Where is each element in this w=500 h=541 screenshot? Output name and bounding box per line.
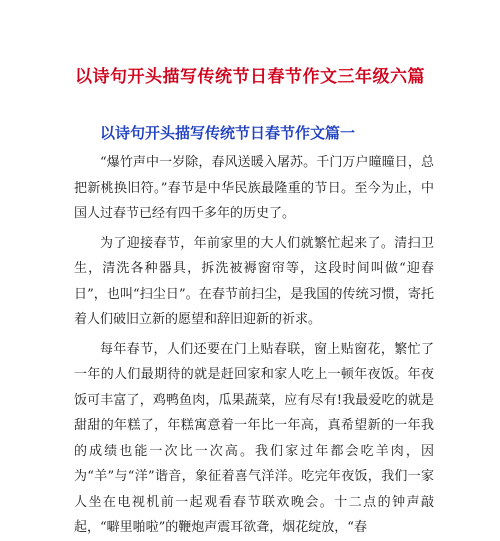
section-title: 以诗句开头描写传统节日春节作文篇一 [100,124,356,142]
document-title: 以诗句开头描写传统节日春节作文三年级六篇 [75,67,425,87]
paragraph-2: 为了迎接春节，年前家里的大人们就繁忙起来了。清扫卫生，清洗各种器具，拆洗被褥窗帘等，这段时间叫做“迎春日”，也叫“扫尘日”。在春节前扫尘，是我国的传统习惯，寄托着人们破旧立新的愿望和辞旧迎新的祈求。 [74,235,434,327]
paragraph-3: 每年春节，人们还要在门上贴春联，窗上贴窗花，繁忙了一年的人们最期待的就是赶回家和家人吃上一顿年夜饭。年夜饭可丰富了，鸡鸭鱼肉，瓜果蔬菜，应有尽有!我最爱吃的就是甜甜的年糕了，年糕寓意着一年比一年高，真希望新的一年我的成绩也能一次比一次高。我们家过年都会吃羊肉，因为“羊”与“洋”谐音，象征着喜气洋洋。吃完年夜饭，我们一家人坐在电视机前一起观看春节联欢晚会。十二点的钟声敲起，“噼里啪啦”的鞭炮声震耳欲聋，烟花绽放，“春 [74,341,434,535]
body-text [74,150,434,541]
paragraph-1: “爆竹声中一岁除，春风送暖入屠苏。千门万户曈曈日，总把新桃换旧符。”春节是中华民族最隆重的节日。至今为止，中国人过春节已经有四千多年的历史了。 [74,155,434,221]
